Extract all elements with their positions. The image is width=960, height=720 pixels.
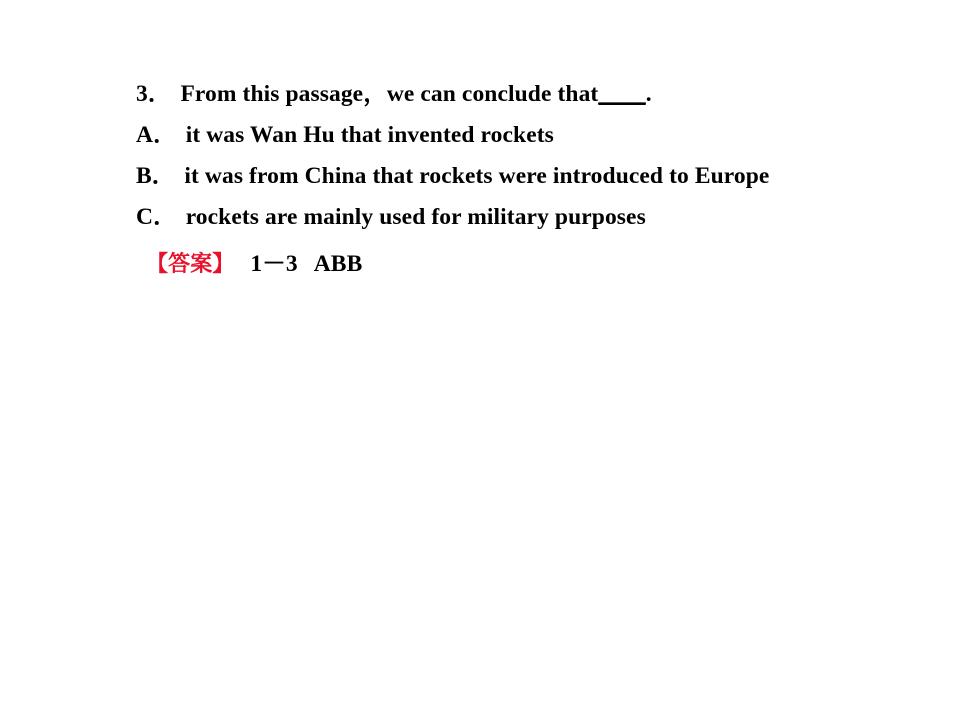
- option-b-separator: ．: [151, 163, 176, 189]
- answer-range: 1－3: [250, 251, 298, 277]
- question-number-separator: ．: [147, 81, 172, 107]
- option-b: [68, 156, 908, 197]
- question-number: 3: [136, 81, 148, 107]
- answer-blank: ____: [598, 81, 646, 107]
- question-block: [68, 74, 908, 285]
- answer-row: [68, 244, 908, 285]
- option-b-text: it was from China that rockets were introduced to Europe: [184, 163, 770, 189]
- option-c-text: rockets are mainly used for military purposes: [185, 204, 646, 230]
- option-a-label: A: [136, 122, 154, 148]
- option-a-text: it was Wan Hu that invented rockets: [185, 122, 554, 148]
- option-c-separator: ．: [153, 204, 177, 230]
- question-stem-period: .: [645, 81, 652, 107]
- answer-value: ABB: [313, 251, 363, 277]
- option-a-separator: ．: [153, 122, 177, 148]
- answer-label: 【答案】: [146, 252, 235, 277]
- question-stem-text: From this passage，we can conclude that: [180, 81, 599, 107]
- question-stem: [68, 74, 908, 115]
- option-a: [68, 115, 908, 156]
- option-c: [68, 197, 908, 238]
- option-c-label: C: [136, 204, 154, 230]
- option-b-label: B: [136, 163, 152, 189]
